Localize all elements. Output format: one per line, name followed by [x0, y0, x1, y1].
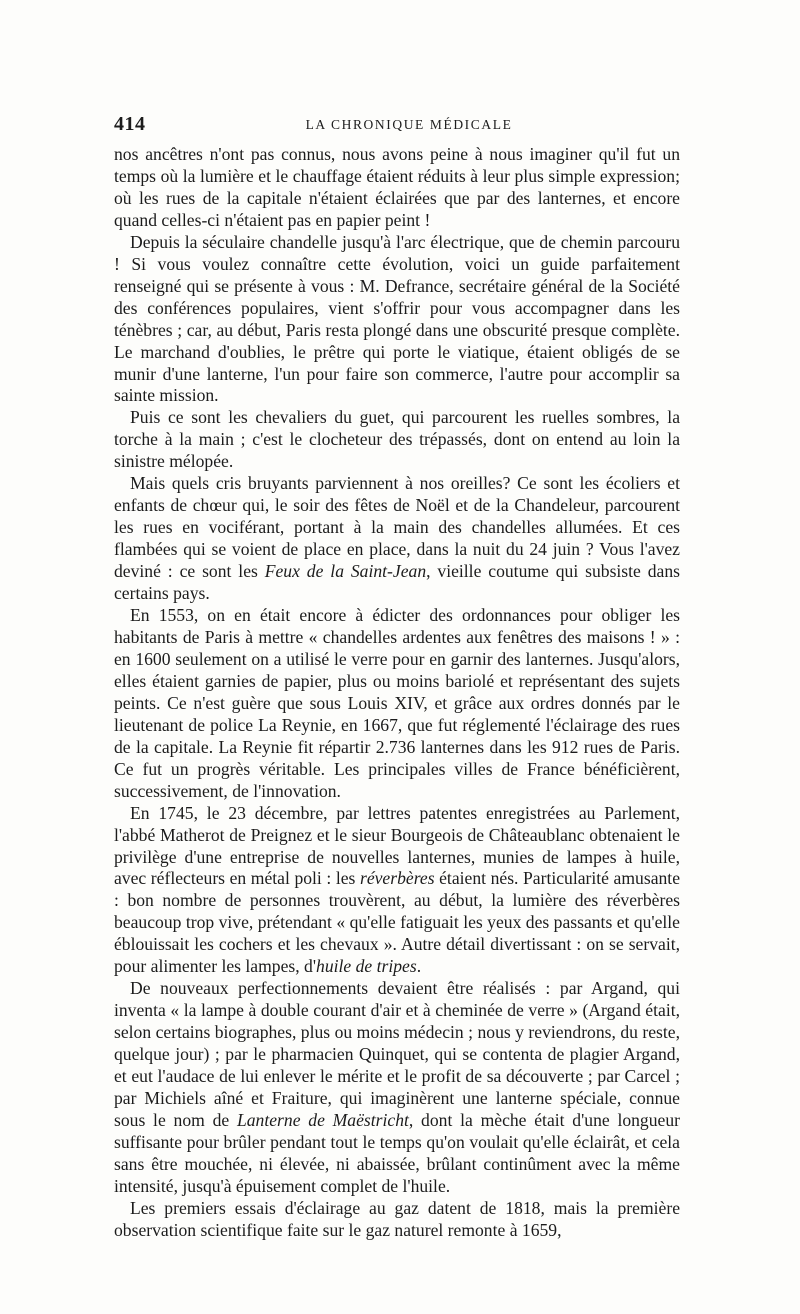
- paragraph: En 1553, on en était encore à édicter des ordonnances pour obliger les habitants de Paris à mettre « chandelles ardentes aux fenêtres des maisons ! » : en 1600 seulement on a utilisé le verre pour en garnir des lanternes. Jusqu'alors, elles étaient garnies de papier, plus ou moins bariolé et représentant des sujets peints. Ce n'est guère que sous Louis XIV, et grâce aux ordres donnés par le lieutenant de police La Reynie, en 1667, que fut réglementé l'éclairage des rues de la capitale. La Reynie fit répartir 2.736 lanternes dans les 912 rues de Paris. Ce fut un progrès véritable. Les principales villes de France bénéficièrent, successivement, de l'innovation.: [114, 605, 680, 801]
- body-text: [114, 144, 680, 1242]
- paragraph: Depuis la séculaire chandelle jusqu'à l'arc électrique, que de chemin parcouru ! Si vous voulez connaître cette évolution, voici un guide parfaitement renseigné qui se présente à vous : M. Defrance, secrétaire général de la Société des conférences populaires, vient s'offrir pour vous accompagner dans les ténèbres ; car, au début, Paris resta plongé dans une obscurité presque complète. Le marchand d'oublies, le prêtre qui porte le viatique, étaient obligés de se munir d'une lanterne, l'un pour faire son commerce, l'autre pour accomplir sa sainte mission.: [114, 231, 680, 406]
- paragraph: Puis ce sont les chevaliers du guet, qui parcourent les ruelles sombres, la torche à la main ; c'est le clocheteur des trépassés, dont on entend au loin la sinistre mélopée.: [114, 407, 680, 472]
- italic-text: Feux de la Saint-Jean: [264, 561, 427, 582]
- paragraph: De nouveaux perfectionnements devaient être réalisés : par Argand, qui inventa « la lampe à double courant d'air et à cheminée de verre » (Argand était, selon certains biographes, plus ou moins médecin ; nous y reviendrons, du reste, quelque jour) ; par le pharmacien Quinquet, qui se contenta de plagier Argand, et eut l'audace de lui enlever le mérite et le profit de sa découverte ; par Carcel ; par Michiels aîné et Fraiture, qui imaginèrent une lanterne spéciale, connue sous le nom de Lanterne de Maëstricht, dont la mèche était d'une longueur suffisante pour brûler pendant tout le temps qu'on voulait qu'elle éclairât, et cela sans être mouchée, ni élevée, ni abaissée, brûlant continûment avec la même intensité, jusqu'à épuisement complet de l'huile.: [114, 978, 680, 1196]
- italic-text: huile de tripes: [316, 956, 417, 977]
- page-number: 414: [114, 113, 146, 135]
- paragraph: Mais quels cris bruyants parviennent à nos oreilles? Ce sont les écoliers et enfants de chœur qui, le soir des fêtes de Noël et de la Chandeleur, parcourent les rues en vociférant, portant à la main des chandelles allumées. Et ces flambées qui se voient de place en place, dans la nuit du 24 juin ? Vous l'avez deviné : ce sont les Feux de la Saint-Jean, vieille coutume qui subsiste dans certains pays.: [114, 473, 680, 604]
- italic-text: Lanterne de Maëstricht: [236, 1109, 409, 1130]
- paragraph: nos ancêtres n'ont pas connus, nous avons peine à nous imaginer qu'il fut un temps où la lumière et le chauffage étaient réduits à leur plus simple expression; où les rues de la capitale n'étaient éclairées que par des lanternes, et encore quand celles-ci n'étaient pas en papier peint !: [114, 144, 680, 230]
- running-title: LA CHRONIQUE MÉDICALE: [305, 117, 513, 132]
- paragraph: En 1745, le 23 décembre, par lettres patentes enregistrées au Parlement, l'abbé Matherot de Preignez et le sieur Bourgeois de Châteaublanc obtenaient le privilège d'une entreprise de nouvelles lanternes, munies de lampes à huile, avec réflecteurs en métal poli : les réverbères étaient nés. Particularité amusante : bon nombre de personnes trouvèrent, au début, la lumière des réverbères beaucoup trop vive, prétendant « qu'elle fatiguait les yeux des passants et qu'elle éblouissait les cochers et les chevaux ». Autre détail divertissant : on se servait, pour alimenter les lampes, d'huile de tripes.: [114, 802, 681, 977]
- page-header: [114, 113, 680, 139]
- italic-text: réverbères: [359, 868, 435, 889]
- paragraph: Les premiers essais d'éclairage au gaz datent de 1818, mais la première observation scientifique faite sur le gaz naturel remonte à 1659,: [114, 1197, 680, 1240]
